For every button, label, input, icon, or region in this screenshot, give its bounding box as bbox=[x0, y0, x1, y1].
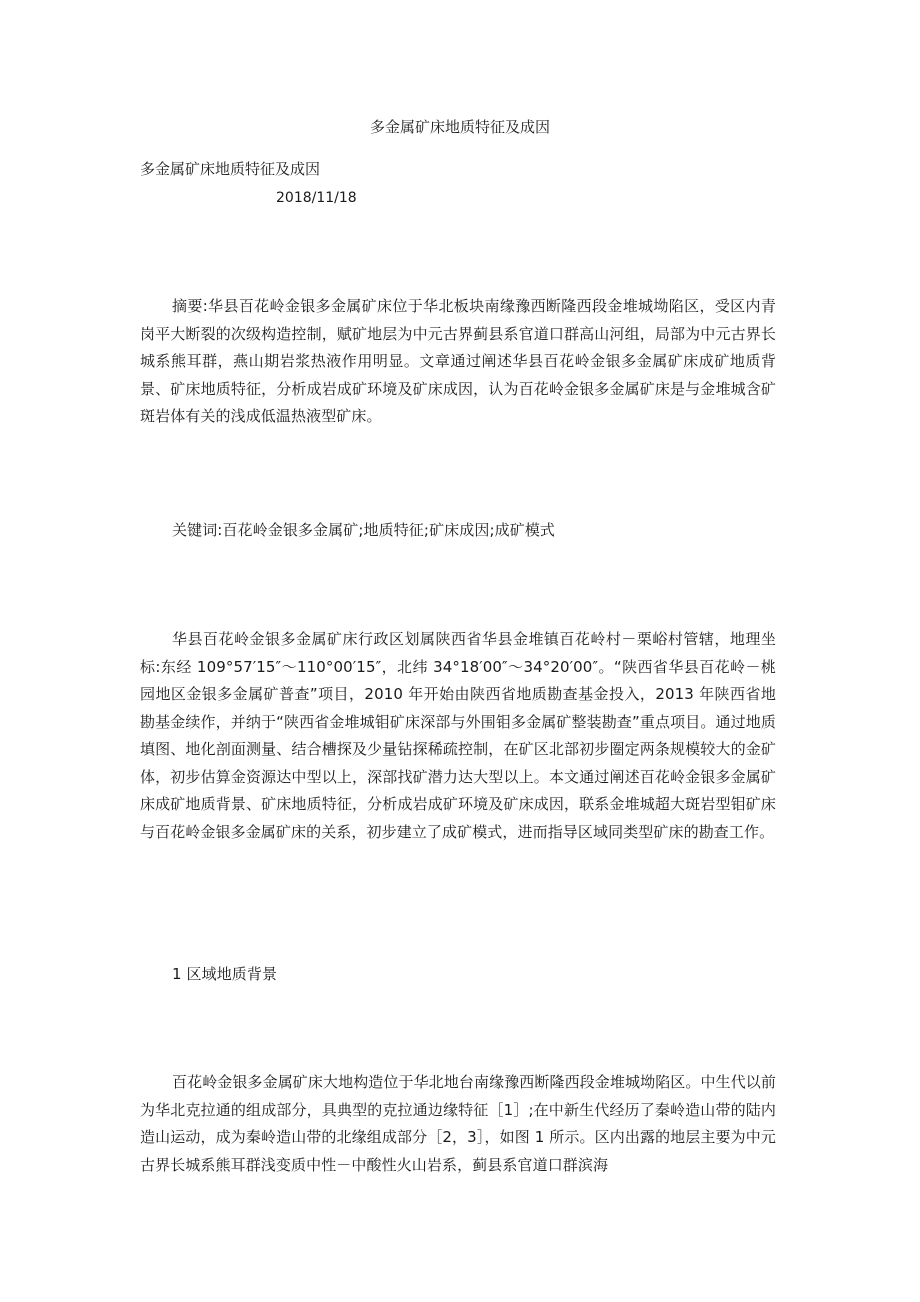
section-body-paragraph: 百花岭金银多金属矿床大地构造位于华北地台南缘豫西断隆西段金堆城坳陷区。中生代以前为华北克拉通的组成部分，具典型的克拉通边缘特征［1］;在中新生代经历了秦岭造山带的陆内造山运动，成为秦岭造山带的北缘组成部分［2，3］，如图 1 所示。区内出露的地层主要为中元古界长城系熊耳群浅变质中性－中酸性火山岩系，蓟县系官道口群滨海 bbox=[140, 1073, 777, 1174]
document-subtitle: 多金属矿床地质特征及成因 bbox=[140, 160, 321, 178]
abstract-paragraph: 摘要:华县百花岭金银多金属矿床位于华北板块南缘豫西断隆西段金堆城坳陷区，受区内青岗平大断裂的次级构造控制，赋矿地层为中元古界蓟县系官道口群高山河组，局部为中元古界长城系熊耳群，燕山期岩浆热液作用明显。文章通过阐述华县百花岭金银多金属矿床成矿地质背景、矿床地质特征，分析成岩成矿环境及矿床成因，认为百花岭金银多金属矿床是与金堆城含矿斑岩体有关的浅成低温热液型矿床。 bbox=[140, 297, 776, 425]
keywords-paragraph: 关键词:百花岭金银多金属矿;地质特征;矿床成因;成矿模式 bbox=[172, 521, 556, 539]
section-heading: 1 区域地质背景 bbox=[172, 965, 278, 983]
intro-paragraph: 华县百花岭金银多金属矿床行政区划属陕西省华县金堆镇百花岭村－栗峪村管辖，地理坐标:东经 109°57′15″～110°00′15″，北纬 34°18′00″～34°20′00″。“陕西省华县百花岭－桃园地区金银多金属矿普查”项目，2010 年开始由陕西省地质勘查基金投入，2013 年陕西省地勘基金续作，并纳于“陕西省金堆城钼矿床深部与外围钼多金属矿整装勘查”重点项目。通过地质填图、地化剖面测量、结合槽探及少量钻探稀疏控制，在矿区北部初步圈定两条规模较大的金矿体，初步估算金资源达中型以上，深部找矿潜力达大型以上。本文通过阐述百花岭金银多金属矿床成矿地质背景、矿床地质特征，分析成岩成矿环境及矿床成因，联系金堆城超大斑岩型钼矿床与百花岭金银多金属矿床的关系，初步建立了成矿模式，进而指导区域同类型矿床的勘查工作。 bbox=[140, 630, 776, 841]
document-title: 多金属矿床地质特征及成因 bbox=[369, 118, 550, 136]
document-date: 2018/11/18 bbox=[276, 190, 357, 206]
